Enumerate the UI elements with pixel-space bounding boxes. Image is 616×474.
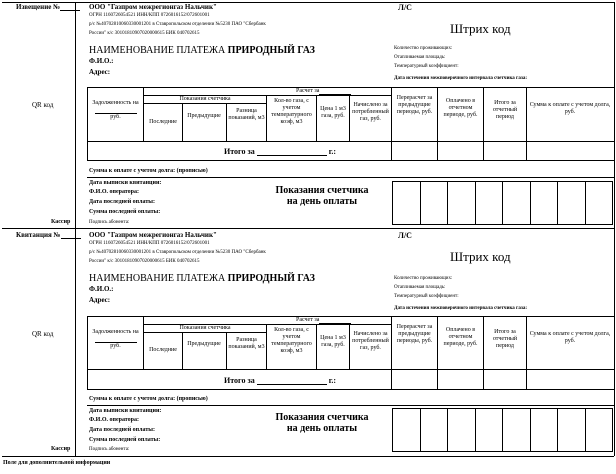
col-recalc: Перерасчет за предыдущие периоды, руб. [396,95,433,115]
debt-cell-2: Задолженность на руб. [92,329,139,349]
org-ogrn: ОГРН 1160726054521 ИНН/КПП 0726016152/072601001 [89,13,210,18]
issue-date-label: Дата выписки квитанции: [89,180,162,186]
col-volume: Кол-во газа, с учетом температурного коэф, м3 [271,98,312,125]
interval-date-label: Дата истечения межповерочного интервала счетчика газа: [394,76,527,81]
col-total-2: Сумма к оплате с учетом долга, руб. [529,331,611,344]
payment-title-2: НАИМЕНОВАНИЕ ПЛАТЕЖА ПРИРОДНЫЙ ГАЗ [89,273,315,284]
qr-code-placeholder: QR код [32,101,54,109]
col-last-2: Последние [149,347,177,353]
meter-readings-header-2: Показания счетчика [179,325,231,331]
interval-date-label-2: Дата истечения межповерочного интервала счетчика газа: [394,306,527,311]
col-paid: Оплачено в отчетном периоде, руб. [443,98,478,118]
subscriber-sign-label: Подпись абонента: [89,220,130,225]
last-payment-sum-label: Сумма последней оплаты: [89,209,161,215]
total-label-2: Итого за г.: [224,376,337,385]
address-label: Адрес: [89,68,111,76]
col-prev: Предыдущие [187,113,221,119]
fio-label-2: Ф.И.О.: [89,285,114,293]
temp-coef-label: Температурный коэффициент: [394,64,459,69]
heated-area-label: Отапливаемая площадь: [394,55,446,60]
qr-code-placeholder-2: QR код [32,330,54,338]
barcode-placeholder: Штрих код [450,21,511,36]
col-charged-2: Начислено за потребленный газ, руб. [352,331,389,351]
meter-readings-header: Показания счетчика [179,96,231,102]
col-topay: Итого за отчетный период [492,100,518,120]
last-payment-date-label: Дата последней оплаты: [89,199,155,205]
receipt-number-label: Квитанция № [16,231,81,239]
col-price-2: Цена 1 м3 газа, руб. [320,335,346,348]
page-right-border [614,2,615,456]
operator-label: Ф.И.О. оператора: [89,189,139,195]
org-name: ООО "Газпром межрегионгаз Нальчик" [89,3,217,11]
col-diff-2: Разница показаний, м3 [228,337,265,350]
org-account: р/с №40702810060330001201 в Ставропольском отделении №5230 ПАО "Сбербанк [89,22,266,27]
org-name-2: ООО "Газпром межрегионгаз Нальчик" [89,231,217,239]
issue-date-label-2: Дата выписки квитанции: [89,408,162,414]
last-payment-sum-label-2: Сумма последней оплаты: [89,437,161,443]
temp-coef-label-2: Температурный коэффициент: [394,294,459,299]
personal-account-label-2: Л/С [398,231,412,240]
col-prev-2: Предыдущие [187,341,221,347]
residents-label: Количество проживающих: [394,46,453,51]
col-last: Последние [149,119,177,125]
last-payment-date-label-2: Дата последней оплаты: [89,427,155,433]
sum-words-label-2: Сумма к оплате с учетом долга: (прописью) [89,396,208,402]
fio-label: Ф.И.О.: [89,57,114,65]
col-total: Сумма к оплате с учетом долга, руб. [529,102,611,115]
cashier-label-2: Кассир [51,446,71,452]
extra-info-label: Поле для дополнительной информации [3,460,111,466]
org-bank: России" к/с 30101810907020000615 БИК 040702615 [89,31,200,36]
payment-title: НАИМЕНОВАНИЕ ПЛАТЕЖА ПРИРОДНЫЙ ГАЗ [89,45,315,56]
meter-day-title: Показания счетчика на день оплаты [275,185,369,207]
org-ogrn-2: ОГРН 1160726054521 ИНН/КПП 0726016152/072601001 [89,241,210,246]
notice-number-label: Извещение № [16,3,80,11]
sections-separator [2,228,614,229]
total-label: Итого за г.: [224,147,337,156]
sum-words-label: Сумма к оплате с учетом долга: (прописью) [89,168,208,174]
address-label-2: Адрес: [89,296,111,304]
residents-label-2: Количество проживающих: [394,276,453,281]
col-charged: Начислено за потребленный газ, руб. [352,102,389,122]
personal-account-label: Л/С [398,3,412,12]
col-paid-2: Оплачено в отчетном периоде, руб. [443,327,478,347]
operator-label-2: Ф.И.О. оператора: [89,417,139,423]
org-bank-2: России" к/с 30101810907020000615 БИК 040702615 [89,259,200,264]
subscriber-sign-label-2: Подпись абонента: [89,447,130,452]
col-diff: Разница показаний, м3 [228,108,265,121]
meter-day-title-2: Показания счетчика на день оплаты [275,412,369,434]
debt-cell: Задолженность на руб. [92,100,139,120]
left-column-divider [75,2,76,456]
col-price: Цена 1 м3 газа, руб. [320,106,346,119]
col-volume-2: Кол-во газа, с учетом температурного коэф, м3 [271,327,312,354]
col-topay-2: Итого за отчетный период [492,329,518,349]
org-account-2: р/с №40702810060330001201 в Ставропольском отделении №5230 ПАО "Сбербанк [89,250,266,255]
calc-header-2: Расчет за [296,317,351,324]
barcode-placeholder-2: Штрих код [450,249,511,264]
calc-header: Расчет за [296,88,351,95]
page-bottom-border [2,456,614,457]
heated-area-label-2: Отапливаемая площадь: [394,285,446,290]
col-recalc-2: Перерасчет за предыдущие периоды, руб. [396,324,433,344]
cashier-label: Кассир [51,219,71,225]
